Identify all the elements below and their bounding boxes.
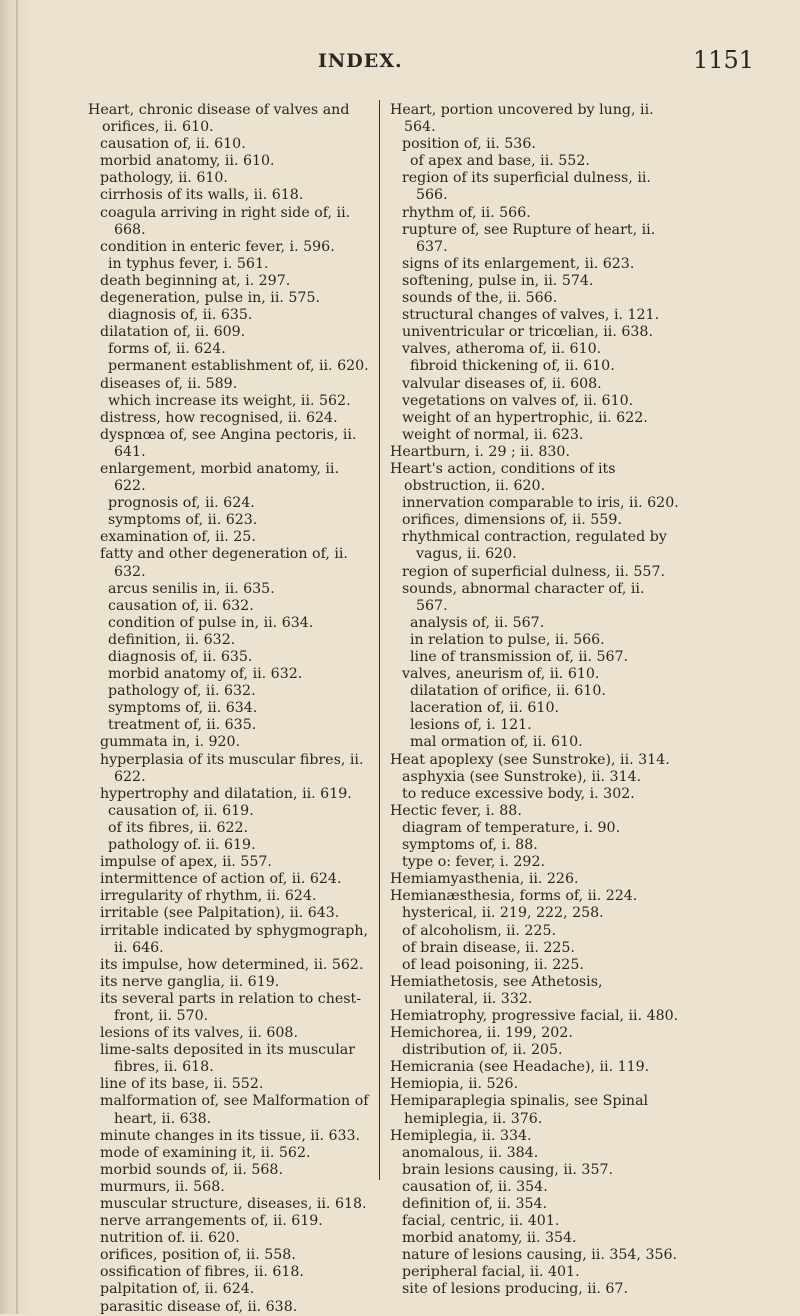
index-subentry: which increase its weight, ii. 562. <box>108 392 351 409</box>
index-heading-entry: Hemiathetosis, see Athetosis, unilateral, ii. 332. <box>390 973 603 1007</box>
index-subentry: valvular diseases of, ii. 608. <box>402 375 602 392</box>
index-subentry: causation of, ii. 610. <box>100 136 246 153</box>
index-subentry: of apex and base, ii. 552. <box>410 153 590 170</box>
index-subentry: permanent establishment of, ii. 620. <box>108 358 369 375</box>
index-subentry: definition of, ii. 354. <box>402 1196 548 1212</box>
index-subentry: of lead poisoning, ii. 225. <box>402 956 584 973</box>
index-subentry: degeneration, pulse in, ii. 575. <box>100 290 320 307</box>
index-subentry: arcus senilis in, ii. 635. <box>108 580 275 597</box>
index-subentry: pathology of, ii. 632. <box>108 683 256 700</box>
index-heading-entry: Heart, chronic disease of valves and orifices, ii. 610. <box>88 102 350 136</box>
index-subentry: dilatation of orifice, ii. 610. <box>410 683 606 700</box>
index-subentry: region of superficial dulness, ii. 557. <box>402 563 665 580</box>
index-subentry: rhythmical contraction, regulated by vagus, ii. 620. <box>402 529 667 563</box>
index-subentry: valves, aneurism of, ii. 610. <box>402 666 600 683</box>
index-subentry: sounds, abnormal character of, ii. 567. <box>402 580 645 614</box>
index-subentry: position of, ii. 536. <box>402 136 536 153</box>
index-subentry: signs of its enlargement, ii. 623. <box>402 255 635 272</box>
index-subentry: mal ormation of, ii. 610. <box>410 734 583 751</box>
index-subentry: intermittence of action of, ii. 624. <box>100 871 342 888</box>
index-subentry: hysterical, ii. 219, 222, 258. <box>402 905 604 922</box>
gutter-fold-line <box>16 0 18 1314</box>
index-column-right <box>390 102 680 1299</box>
index-heading-entry: Heat apoplexy (see Sunstroke), ii. 314. <box>390 751 670 768</box>
index-subentry: weight of an hypertrophic, ii. 622. <box>402 409 648 426</box>
index-subentry: softening, pulse in, ii. 574. <box>402 272 594 289</box>
index-subentry: morbid sounds of, ii. 568. <box>100 1161 283 1178</box>
index-subentry: distribution of, ii. 205. <box>402 1042 563 1059</box>
index-subentry: dyspnœa of, see Angina pectoris, ii. 641. <box>100 426 357 460</box>
index-subentry: of its fibres, ii. 622. <box>108 819 249 836</box>
index-subentry: vegetations on valves of, ii. 610. <box>402 392 634 409</box>
index-subentry: impulse of apex, ii. 557. <box>100 854 272 871</box>
index-subentry: parasitic disease of, ii. 638. <box>100 1298 298 1315</box>
index-subentry: minute changes in its tissue, ii. 633. <box>100 1127 361 1144</box>
index-subentry: symptoms of, ii. 634. <box>108 700 258 717</box>
index-subentry: gummata in, i. 920. <box>100 734 241 751</box>
index-subentry: fatty and other degeneration of, ii. 632. <box>100 546 348 580</box>
index-subentry: pathology, ii. 610. <box>100 170 228 187</box>
index-subentry: region of its superficial dulness, ii. 566. <box>402 170 651 204</box>
page-header <box>0 46 800 80</box>
index-subentry: fibroid thickening of, ii. 610. <box>410 358 615 375</box>
index-subentry: irritable (see Palpitation), ii. 643. <box>100 905 340 922</box>
index-subentry: irregularity of rhythm, ii. 624. <box>100 888 317 905</box>
index-subentry: hyperplasia of its muscular fibres, ii. 622. <box>100 751 364 785</box>
index-subentry: distress, how recognised, ii. 624. <box>100 409 338 426</box>
index-subentry: death beginning at, i. 297. <box>100 272 291 289</box>
index-subentry: peripheral facial, ii. 401. <box>402 1264 580 1281</box>
index-subentry: dilatation of, ii. 609. <box>100 324 246 341</box>
index-subentry: analysis of, ii. 567. <box>410 614 545 631</box>
index-subentry: diagnosis of, ii. 635. <box>108 307 253 324</box>
index-subentry: lesions of its valves, ii. 608. <box>100 1025 298 1042</box>
index-subentry: laceration of, ii. 610. <box>410 700 559 717</box>
index-subentry: enlargement, morbid anatomy, ii. 622. <box>100 460 339 495</box>
index-subentry: its several parts in relation to chest-front, ii. 570. <box>100 990 362 1024</box>
index-subentry: nature of lesions causing, ii. 354, 356. <box>402 1247 678 1264</box>
index-subentry: sounds of the, ii. 566. <box>402 290 558 307</box>
index-subentry: mode of examining it, ii. 562. <box>100 1144 311 1161</box>
index-subentry: symptoms of, i. 88. <box>402 837 538 854</box>
index-subentry: anomalous, ii. 384. <box>402 1144 539 1161</box>
index-subentry: line of transmission of, ii. 567. <box>410 649 629 665</box>
index-subentry: causation of, ii. 354. <box>402 1178 548 1195</box>
index-subentry: in typhus fever, i. 561. <box>108 255 269 272</box>
index-subentry: structural changes of valves, i. 121. <box>402 307 660 324</box>
index-subentry: rhythm of, ii. 566. <box>402 204 531 221</box>
index-subentry: prognosis of, ii. 624. <box>108 495 255 512</box>
index-subentry: lesions of, i. 121. <box>410 717 532 734</box>
index-subentry: orifices, position of, ii. 558. <box>100 1247 296 1264</box>
index-subentry: morbid anatomy of, ii. 632. <box>108 666 303 683</box>
index-subentry: palpitation of, ii. 624. <box>100 1281 255 1298</box>
index-subentry: murmurs, ii. 568. <box>100 1178 225 1195</box>
index-heading-entry: Heartburn, i. 29 ; ii. 830. <box>390 443 570 460</box>
index-subentry: nerve arrangements of, ii. 619. <box>100 1213 323 1230</box>
index-subentry: hypertrophy and dilatation, ii. 619. <box>100 785 352 802</box>
index-heading-entry: Hemianæsthesia, forms of, ii. 224. <box>390 888 638 905</box>
index-subentry: causation of, ii. 619. <box>108 802 254 819</box>
index-subentry: nutrition of. ii. 620. <box>100 1230 240 1247</box>
index-subentry: in relation to pulse, ii. 566. <box>410 631 605 648</box>
index-subentry: weight of normal, ii. 623. <box>402 426 584 443</box>
book-binding-gutter <box>0 0 36 1314</box>
index-subentry: muscular structure, diseases, ii. 618. <box>100 1196 367 1212</box>
index-subentry: diagram of temperature, i. 90. <box>402 819 621 836</box>
index-subentry: causation of, ii. 632. <box>108 597 254 614</box>
index-subentry: examination of, ii. 25. <box>100 529 256 546</box>
index-subentry: ossification of fibres, ii. 618. <box>100 1264 304 1281</box>
page-number: 1151 <box>693 46 755 74</box>
index-subentry: orifices, dimensions of, ii. 559. <box>402 512 622 529</box>
index-subentry: pathology of. ii. 619. <box>108 837 256 854</box>
index-column-left <box>88 102 374 1316</box>
running-head: INDEX. <box>318 50 403 72</box>
index-heading-entry: Heart, portion uncovered by lung, ii. 564. <box>390 102 654 136</box>
index-heading-entry: Hemiparaplegia spinalis, see Spinal hemiplegia, ii. 376. <box>390 1093 649 1127</box>
index-subentry: morbid anatomy, ii. 354. <box>402 1230 577 1247</box>
index-heading-entry: Hemichorea, ii. 199, 202. <box>390 1025 573 1042</box>
index-subentry: innervation comparable to iris, ii. 620. <box>402 495 679 512</box>
index-heading-entry: Hemiamyasthenia, ii. 226. <box>390 871 579 888</box>
index-subentry: its impulse, how determined, ii. 562. <box>100 956 364 973</box>
index-heading-entry: Hemiatrophy, progressive facial, ii. 480. <box>390 1007 679 1024</box>
index-subentry: condition in enteric fever, i. 596. <box>100 238 335 255</box>
index-subentry: treatment of, ii. 635. <box>108 717 257 734</box>
index-heading-entry: Hectic fever, i. 88. <box>390 802 522 819</box>
index-heading-entry: Hemicrania (see Headache), ii. 119. <box>390 1059 650 1076</box>
index-subentry: of brain disease, ii. 225. <box>402 939 575 956</box>
index-subentry: symptoms of, ii. 623. <box>108 512 258 529</box>
index-subentry: definition, ii. 632. <box>108 631 236 648</box>
column-divider <box>379 100 380 1180</box>
index-subentry: morbid anatomy, ii. 610. <box>100 153 275 170</box>
index-subentry: univentricular or tricœlian, ii. 638. <box>402 324 653 341</box>
index-subentry: cirrhosis of its walls, ii. 618. <box>100 187 304 204</box>
index-subentry: coagula arriving in right side of, ii. 668. <box>100 204 351 238</box>
index-subentry: malformation of, see Malformation of heart, ii. 638. <box>100 1093 369 1127</box>
index-subentry: type o: fever, i. 292. <box>402 854 545 871</box>
index-subentry: site of lesions producing, ii. 67. <box>402 1281 628 1298</box>
index-subentry: lime-salts deposited in its muscular fibres, ii. 618. <box>100 1042 356 1076</box>
index-subentry: valves, atheroma of, ii. 610. <box>402 341 602 358</box>
index-subentry: condition of pulse in, ii. 634. <box>108 614 314 631</box>
index-subentry: rupture of, see Rupture of heart, ii. 637. <box>402 221 656 255</box>
index-subentry: irritable indicated by sphygmograph, ii. 646. <box>100 922 368 956</box>
index-subentry: its nerve ganglia, ii. 619. <box>100 973 280 990</box>
index-subentry: line of its base, ii. 552. <box>100 1076 264 1093</box>
index-subentry: to reduce excessive body, i. 302. <box>402 785 635 802</box>
index-subentry: diagnosis of, ii. 635. <box>108 649 253 665</box>
index-subentry: diseases of, ii. 589. <box>100 375 238 392</box>
index-heading-entry: Heart's action, conditions of its obstruction, ii. 620. <box>390 460 616 495</box>
index-subentry: brain lesions causing, ii. 357. <box>402 1161 614 1178</box>
index-subentry: forms of, ii. 624. <box>108 341 226 358</box>
index-subentry: facial, centric, ii. 401. <box>402 1213 560 1230</box>
index-subentry: asphyxia (see Sunstroke), ii. 314. <box>402 768 642 785</box>
index-heading-entry: Hemiopia, ii. 526. <box>390 1076 519 1093</box>
index-heading-entry: Hemiplegia, ii. 334. <box>390 1127 532 1144</box>
index-subentry: of alcoholism, ii. 225. <box>402 922 556 939</box>
